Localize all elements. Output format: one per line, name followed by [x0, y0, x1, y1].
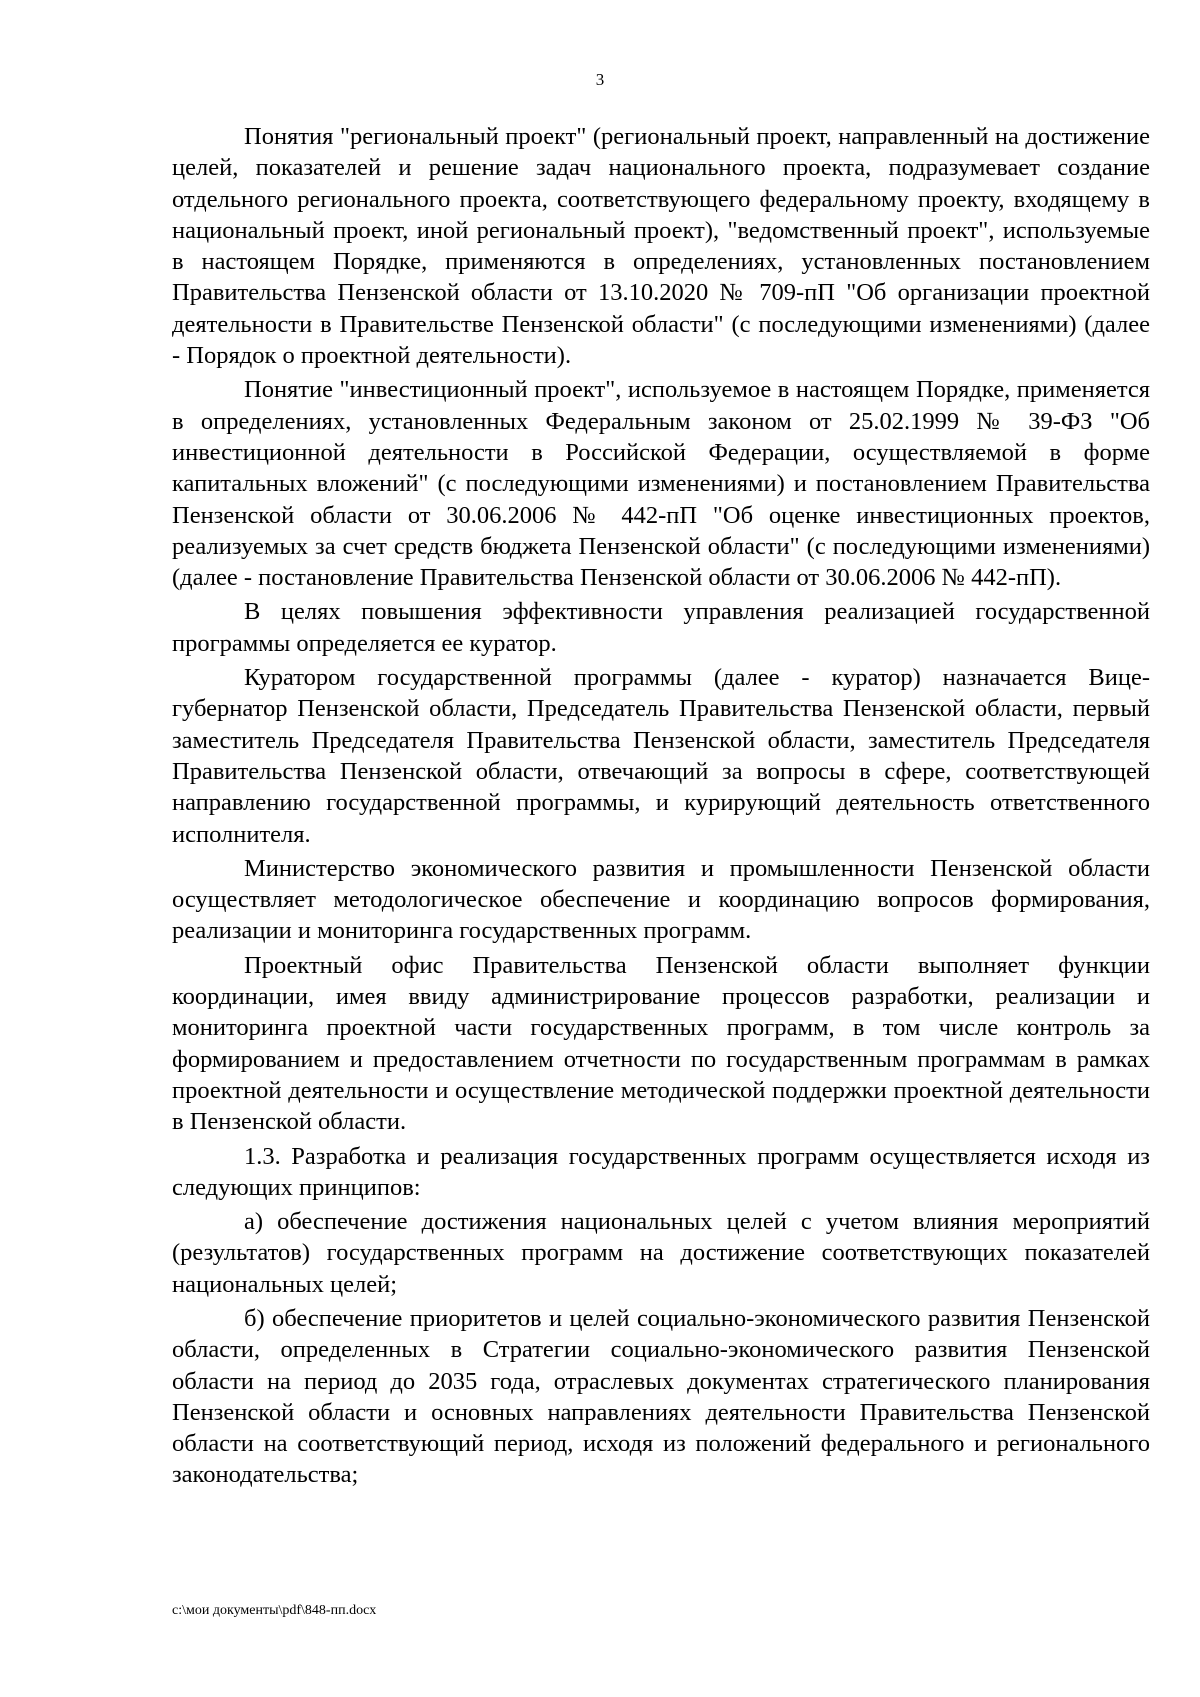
paragraph-ministry-role: Министерство экономического развития и промышленности Пензенской области осуществляет методологическое обеспечение и координацию вопросов формирования, реализации и мониторинга государственных программ.	[172, 854, 1150, 945]
document-body	[172, 121, 1150, 1491]
paragraph-principle-b: б) обеспечение приоритетов и целей социально-экономического развития Пензенской области, определенных в Стратегии социально-экономического развития Пензенской области на период до 2035 года, отраслевых документах стратегического планирования Пензенской области и основных направлениях деятельности Правительства Пензенской области на соответствующий период, исходя из положений федерального и регионального законодательства;	[172, 1304, 1150, 1489]
paragraph-curator-purpose: В целях повышения эффективности управления реализацией государственной программы определяется ее куратор.	[172, 598, 1150, 657]
paragraph-curator-appointment: Куратором государственной программы (далее - куратор) назначается Вице-губернатор Пензенской области, Председатель Правительства Пензенской области, первый заместитель Председателя Правительства Пензенской области, заместитель Председателя Правительства Пензенской области, отвечающий за вопросы в сфере, соответствующей направлению государственной программы, и курирующий деятельность ответственного исполнителя.	[172, 664, 1150, 848]
paragraph-regional-project: Понятия "региональный проект" (региональный проект, направленный на достижение целей, показателей и решение задач национального проекта, подразумевает создание отдельного регионального проекта, соответствующего федеральному проекту, входящему в национальный проект, иной региональный проект), "ведомственный проект", используемые в настоящем Порядке, применяются в определениях, установленных постановлением Правительства Пензенской области от 13.10.2020 № 709-пП "Об организации проектной деятельности в Правительстве Пензенской области" (с последующими изменениями) (далее - Порядок о проектной деятельности).	[172, 123, 1150, 370]
file-path-footer: c:\мои документы\pdf\848-пп.docx	[172, 1603, 377, 1618]
paragraph-section-1-3: 1.3. Разработка и реализация государственных программ осуществляется исходя из следующих принципов:	[172, 1142, 1150, 1201]
paragraph-principle-a: а) обеспечение достижения национальных целей с учетом влияния мероприятий (результатов) государственных программ на достижение соответствующих показателей национальных целей;	[172, 1208, 1150, 1298]
paragraph-investment-project: Понятие "инвестиционный проект", используемое в настоящем Порядке, применяется в определениях, установленных Федеральным законом от 25.02.1999 № 39-ФЗ "Об инвестиционной деятельности в Российской Федерации, осуществляемой в форме капитальных вложений" (с последующими изменениями) и постановлением Правительства Пензенской области от 30.06.2006 № 442-пП "Об оценке инвестиционных проектов, реализуемых за счет средств бюджета Пензенской области" (с последующими изменениями) (далее - постановление Правительства Пензенской области от 30.06.2006 № 442-пП).	[172, 376, 1150, 592]
paragraph-project-office: Проектный офис Правительства Пензенской области выполняет функции координации, имея ввиду администрирование процессов разработки, реализации и мониторинга проектной части государственных программ, в том числе контроль за формированием и предоставлением отчетности по государственным программам в рамках проектной деятельности и осуществление методической поддержки проектной деятельности в Пензенской области.	[172, 951, 1150, 1136]
page-number: 3	[595, 70, 605, 89]
